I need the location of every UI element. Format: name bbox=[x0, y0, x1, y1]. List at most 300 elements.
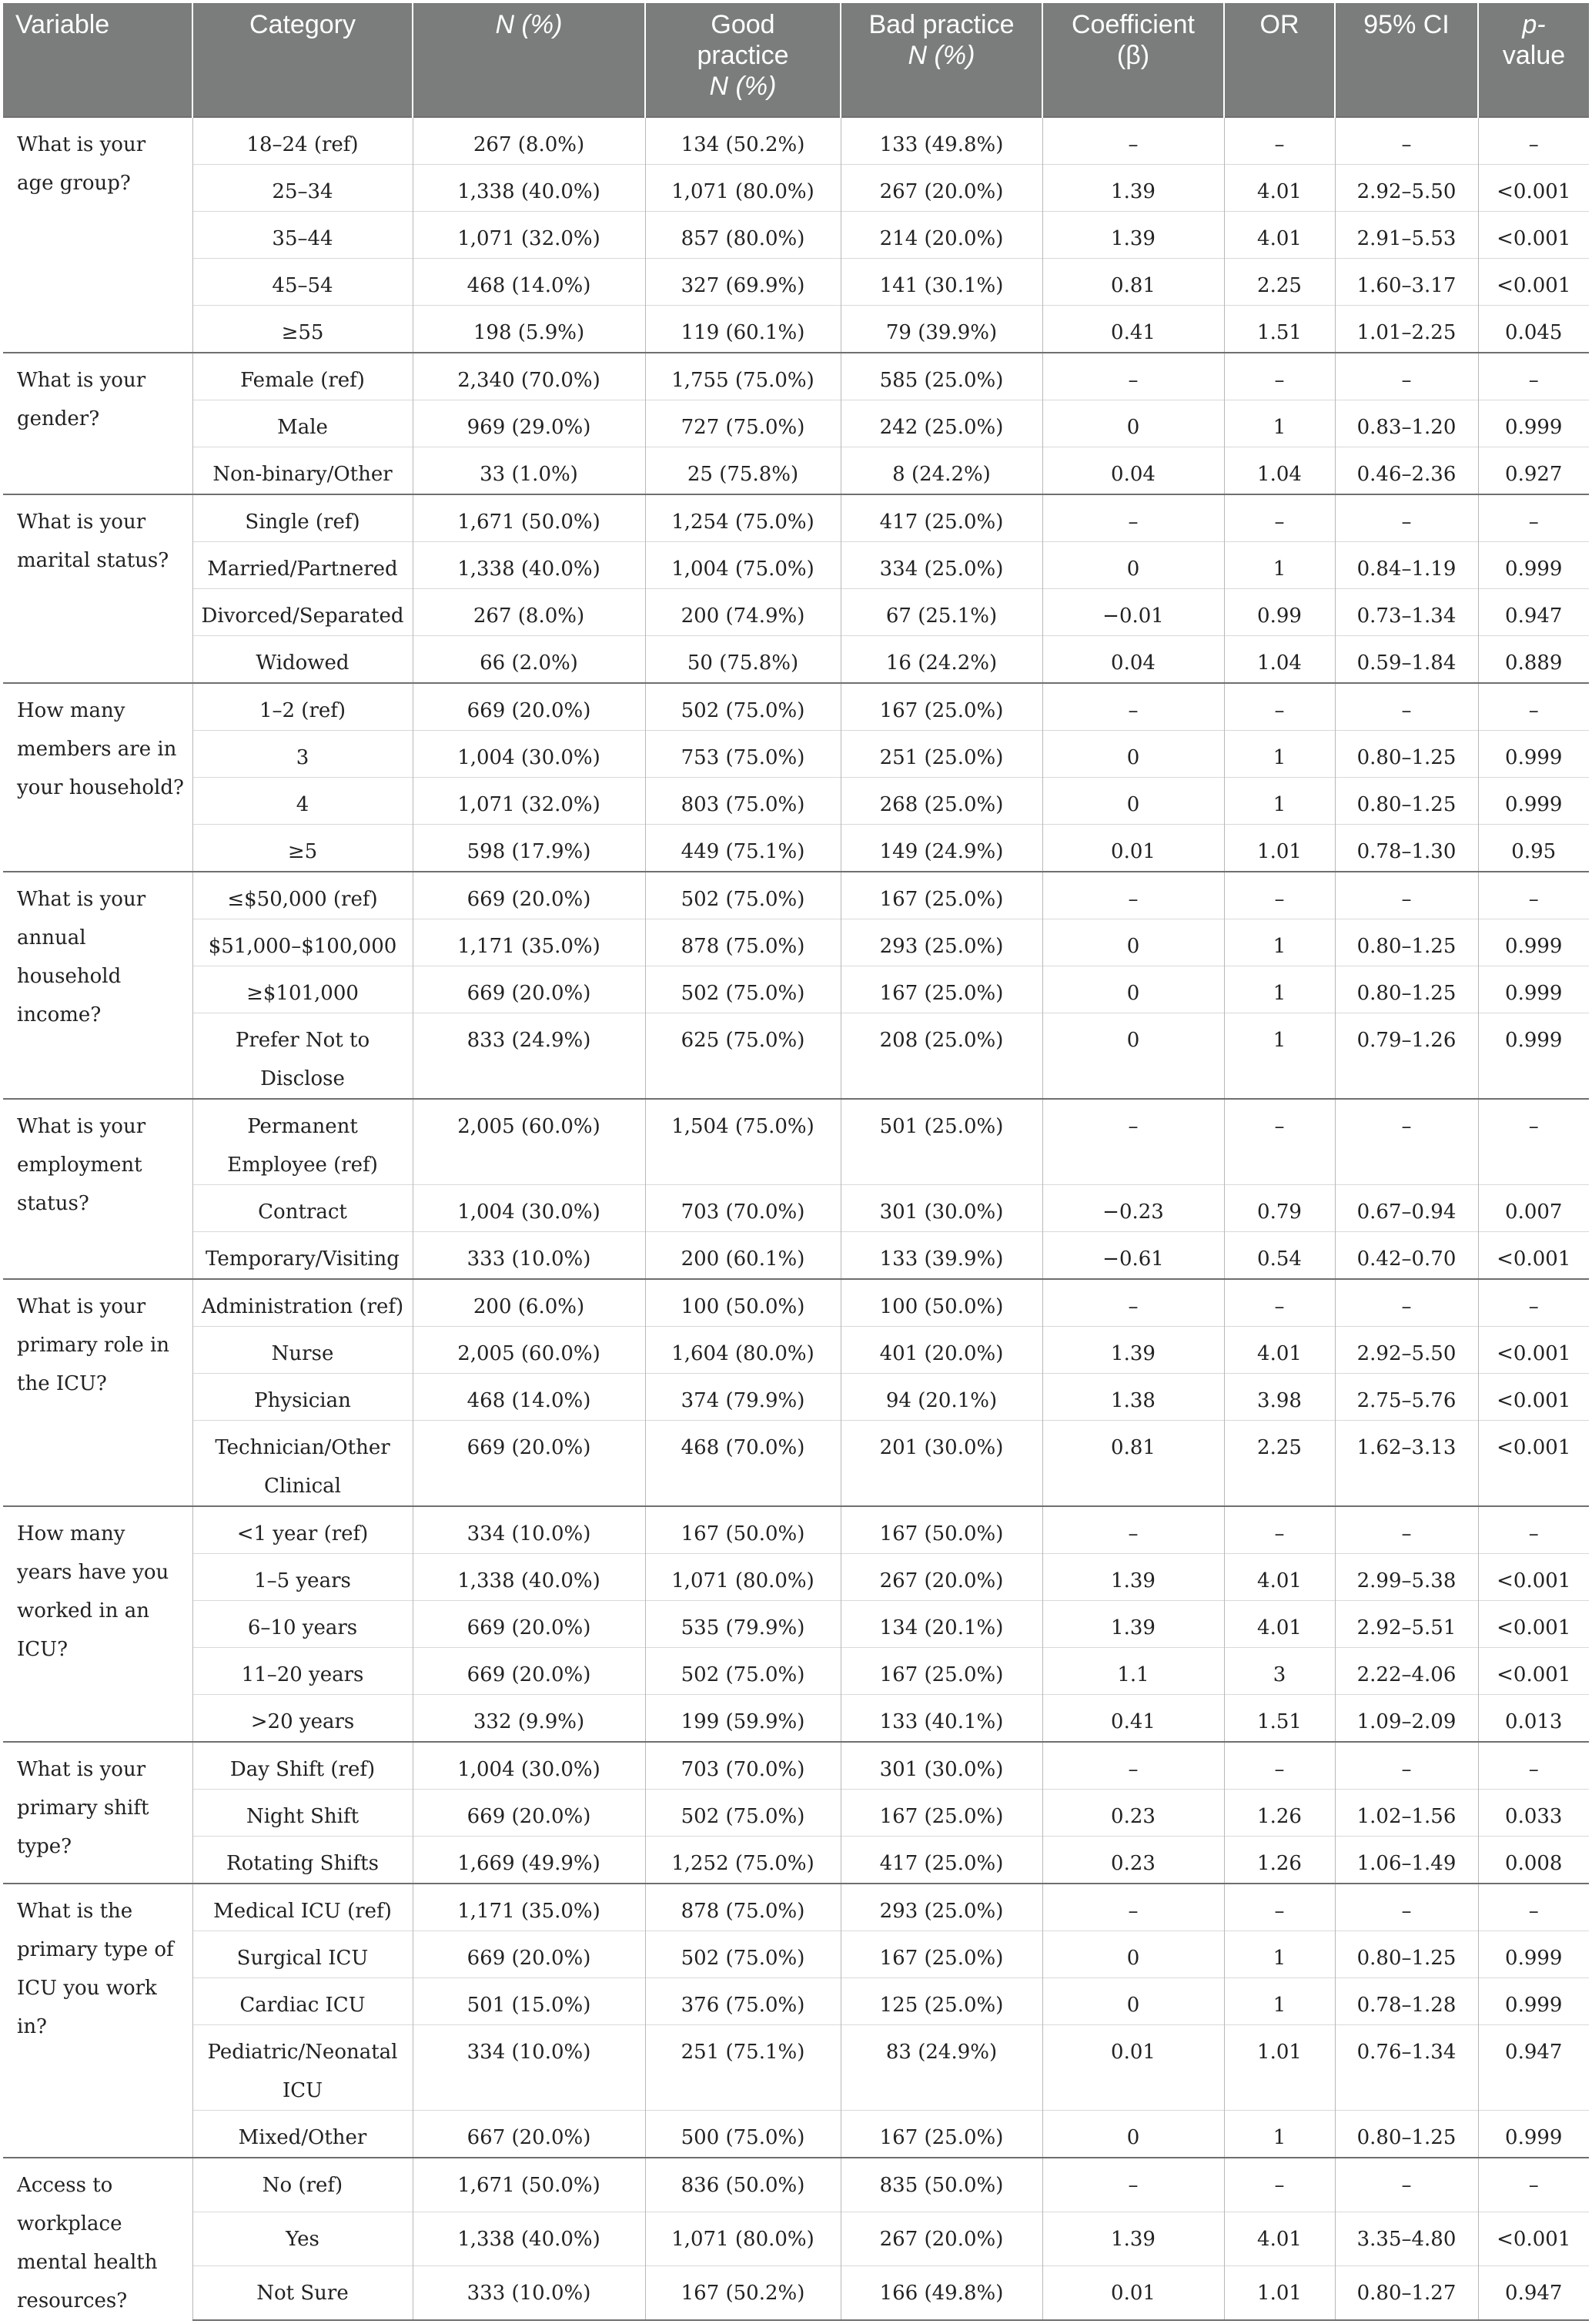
p-value-cell: – bbox=[1478, 872, 1589, 919]
category-cell: Surgical ICU bbox=[192, 1931, 413, 1978]
p-value-cell: <0.001 bbox=[1478, 1554, 1589, 1601]
good-practice-cell: 134 (50.2%) bbox=[645, 117, 841, 165]
good-practice-cell: 502 (75.0%) bbox=[645, 966, 841, 1013]
p-value-cell: 0.999 bbox=[1478, 1978, 1589, 2025]
odds-ratio-cell: 1.04 bbox=[1224, 636, 1335, 684]
bad-practice-cell: 167 (25.0%) bbox=[841, 1790, 1042, 1837]
table-row bbox=[3, 731, 1589, 778]
n-pct-cell: 33 (1.0%) bbox=[413, 447, 645, 495]
p-value-cell: <0.001 bbox=[1478, 1327, 1589, 1374]
n-pct-cell: 669 (20.0%) bbox=[413, 1931, 645, 1978]
n-pct-cell: 669 (20.0%) bbox=[413, 683, 645, 731]
p-value-cell: 0.999 bbox=[1478, 542, 1589, 589]
confidence-interval-cell: 1.09–2.09 bbox=[1335, 1695, 1478, 1743]
p-value-cell: 0.007 bbox=[1478, 1185, 1589, 1232]
header-or: OR bbox=[1224, 3, 1335, 117]
coefficient-cell: 0.04 bbox=[1042, 447, 1224, 495]
coefficient-cell: 0 bbox=[1042, 1978, 1224, 2025]
variable-label: How many members are in your household? bbox=[3, 683, 192, 872]
p-value-cell: – bbox=[1478, 1279, 1589, 1327]
table-row bbox=[3, 1506, 1589, 1554]
p-value-cell: 0.999 bbox=[1478, 731, 1589, 778]
confidence-interval-cell: 2.92–5.50 bbox=[1335, 165, 1478, 212]
odds-ratio-cell: 2.25 bbox=[1224, 259, 1335, 306]
table-body bbox=[3, 117, 1589, 2320]
good-practice-cell: 1,604 (80.0%) bbox=[645, 1327, 841, 1374]
confidence-interval-cell: 0.73–1.34 bbox=[1335, 589, 1478, 636]
n-pct-cell: 833 (24.9%) bbox=[413, 1013, 645, 1100]
p-value-cell: 0.999 bbox=[1478, 400, 1589, 447]
bad-practice-cell: 501 (25.0%) bbox=[841, 1099, 1042, 1185]
confidence-interval-cell: – bbox=[1335, 1279, 1478, 1327]
good-practice-cell: 167 (50.0%) bbox=[645, 1506, 841, 1554]
p-value-cell: <0.001 bbox=[1478, 1421, 1589, 1507]
n-pct-cell: 1,004 (30.0%) bbox=[413, 1742, 645, 1790]
table-row bbox=[3, 494, 1589, 542]
p-value-cell: 0.947 bbox=[1478, 589, 1589, 636]
odds-ratio-cell: 2.25 bbox=[1224, 1421, 1335, 1507]
variable-label: What is your employment status? bbox=[3, 1099, 192, 1279]
coefficient-cell: – bbox=[1042, 872, 1224, 919]
p-value-cell: <0.001 bbox=[1478, 2212, 1589, 2266]
header-good-practice: Good practice N (%) bbox=[645, 3, 841, 117]
odds-ratio-cell: 1.26 bbox=[1224, 1837, 1335, 1884]
coefficient-cell: 1.39 bbox=[1042, 1327, 1224, 1374]
table-row bbox=[3, 1327, 1589, 1374]
confidence-interval-cell: 0.80–1.25 bbox=[1335, 731, 1478, 778]
good-practice-cell: 1,071 (80.0%) bbox=[645, 2212, 841, 2266]
confidence-interval-cell: 0.76–1.34 bbox=[1335, 2025, 1478, 2111]
coefficient-cell: – bbox=[1042, 353, 1224, 400]
table-row bbox=[3, 683, 1589, 731]
table-row bbox=[3, 2212, 1589, 2266]
category-cell: ≤$50,000 (ref) bbox=[192, 872, 413, 919]
p-value-cell: 0.999 bbox=[1478, 966, 1589, 1013]
good-practice-cell: 753 (75.0%) bbox=[645, 731, 841, 778]
category-cell: Non-binary/Other bbox=[192, 447, 413, 495]
category-cell: Permanent Employee (ref) bbox=[192, 1099, 413, 1185]
odds-ratio-cell: – bbox=[1224, 1506, 1335, 1554]
confidence-interval-cell: 1.62–3.13 bbox=[1335, 1421, 1478, 1507]
category-cell: $51,000–$100,000 bbox=[192, 919, 413, 966]
table-row bbox=[3, 589, 1589, 636]
p-value-cell: 0.008 bbox=[1478, 1837, 1589, 1884]
table-row bbox=[3, 1648, 1589, 1695]
table-row bbox=[3, 825, 1589, 872]
odds-ratio-cell: – bbox=[1224, 1279, 1335, 1327]
good-practice-cell: 803 (75.0%) bbox=[645, 778, 841, 825]
variable-label: What is your primary role in the ICU? bbox=[3, 1279, 192, 1506]
n-pct-cell: 1,338 (40.0%) bbox=[413, 165, 645, 212]
table-row bbox=[3, 117, 1589, 165]
confidence-interval-cell: 0.80–1.25 bbox=[1335, 2111, 1478, 2158]
table-row bbox=[3, 1931, 1589, 1978]
odds-ratio-cell: 0.54 bbox=[1224, 1232, 1335, 1280]
bad-practice-cell: 267 (20.0%) bbox=[841, 2212, 1042, 2266]
category-cell: 25–34 bbox=[192, 165, 413, 212]
table-row bbox=[3, 1099, 1589, 1185]
confidence-interval-cell: 0.83–1.20 bbox=[1335, 400, 1478, 447]
category-cell: No (ref) bbox=[192, 2158, 413, 2212]
odds-ratio-cell: – bbox=[1224, 683, 1335, 731]
category-cell: Night Shift bbox=[192, 1790, 413, 1837]
bad-practice-cell: 94 (20.1%) bbox=[841, 1374, 1042, 1421]
category-cell: ≥5 bbox=[192, 825, 413, 872]
confidence-interval-cell: 2.92–5.51 bbox=[1335, 1601, 1478, 1648]
good-practice-cell: 468 (70.0%) bbox=[645, 1421, 841, 1507]
p-value-cell: <0.001 bbox=[1478, 1232, 1589, 1280]
bad-practice-cell: 401 (20.0%) bbox=[841, 1327, 1042, 1374]
good-practice-cell: 251 (75.1%) bbox=[645, 2025, 841, 2111]
table-row bbox=[3, 1884, 1589, 1931]
bad-practice-cell: 417 (25.0%) bbox=[841, 494, 1042, 542]
odds-ratio-cell: 1.01 bbox=[1224, 2265, 1335, 2320]
good-practice-cell: 100 (50.0%) bbox=[645, 1279, 841, 1327]
coefficient-cell: 1.39 bbox=[1042, 1554, 1224, 1601]
bad-practice-cell: 293 (25.0%) bbox=[841, 1884, 1042, 1931]
good-practice-cell: 1,254 (75.0%) bbox=[645, 494, 841, 542]
confidence-interval-cell: – bbox=[1335, 683, 1478, 731]
confidence-interval-cell: 2.91–5.53 bbox=[1335, 212, 1478, 259]
bad-practice-cell: 267 (20.0%) bbox=[841, 165, 1042, 212]
odds-ratio-cell: 3 bbox=[1224, 1648, 1335, 1695]
n-pct-cell: 1,669 (49.9%) bbox=[413, 1837, 645, 1884]
n-pct-cell: 669 (20.0%) bbox=[413, 1648, 645, 1695]
p-value-cell: <0.001 bbox=[1478, 212, 1589, 259]
good-practice-cell: 703 (70.0%) bbox=[645, 1742, 841, 1790]
good-practice-cell: 25 (75.8%) bbox=[645, 447, 841, 495]
confidence-interval-cell: 0.79–1.26 bbox=[1335, 1013, 1478, 1100]
category-cell: Day Shift (ref) bbox=[192, 1742, 413, 1790]
variable-label: What is your gender? bbox=[3, 353, 192, 494]
n-pct-cell: 200 (6.0%) bbox=[413, 1279, 645, 1327]
category-cell: <1 year (ref) bbox=[192, 1506, 413, 1554]
table-row bbox=[3, 165, 1589, 212]
p-value-cell: 0.999 bbox=[1478, 778, 1589, 825]
good-practice-cell: 857 (80.0%) bbox=[645, 212, 841, 259]
odds-ratio-cell: 1 bbox=[1224, 919, 1335, 966]
odds-ratio-cell: 1 bbox=[1224, 542, 1335, 589]
good-practice-cell: 625 (75.0%) bbox=[645, 1013, 841, 1100]
bad-practice-cell: 167 (25.0%) bbox=[841, 872, 1042, 919]
coefficient-cell: – bbox=[1042, 1884, 1224, 1931]
good-practice-cell: 500 (75.0%) bbox=[645, 2111, 841, 2158]
table-row bbox=[3, 1790, 1589, 1837]
p-value-cell: – bbox=[1478, 1742, 1589, 1790]
bad-practice-cell: 167 (25.0%) bbox=[841, 1931, 1042, 1978]
category-cell: 1–5 years bbox=[192, 1554, 413, 1601]
good-practice-cell: 836 (50.0%) bbox=[645, 2158, 841, 2212]
good-practice-cell: 1,071 (80.0%) bbox=[645, 1554, 841, 1601]
table-row bbox=[3, 1601, 1589, 1648]
coefficient-cell: −0.23 bbox=[1042, 1185, 1224, 1232]
good-practice-cell: 449 (75.1%) bbox=[645, 825, 841, 872]
good-practice-cell: 376 (75.0%) bbox=[645, 1978, 841, 2025]
good-practice-cell: 535 (79.9%) bbox=[645, 1601, 841, 1648]
p-value-cell: 0.045 bbox=[1478, 306, 1589, 353]
n-pct-cell: 66 (2.0%) bbox=[413, 636, 645, 684]
n-pct-cell: 198 (5.9%) bbox=[413, 306, 645, 353]
category-cell: Contract bbox=[192, 1185, 413, 1232]
category-cell: 1–2 (ref) bbox=[192, 683, 413, 731]
confidence-interval-cell: – bbox=[1335, 1506, 1478, 1554]
n-pct-cell: 1,671 (50.0%) bbox=[413, 2158, 645, 2212]
bad-practice-cell: 8 (24.2%) bbox=[841, 447, 1042, 495]
confidence-interval-cell: 0.46–2.36 bbox=[1335, 447, 1478, 495]
odds-ratio-cell: – bbox=[1224, 1099, 1335, 1185]
bad-practice-cell: 301 (30.0%) bbox=[841, 1742, 1042, 1790]
p-value-cell: 0.033 bbox=[1478, 1790, 1589, 1837]
coefficient-cell: 0 bbox=[1042, 731, 1224, 778]
table-row bbox=[3, 778, 1589, 825]
odds-ratio-cell: 4.01 bbox=[1224, 1601, 1335, 1648]
odds-ratio-cell: 1 bbox=[1224, 778, 1335, 825]
category-cell: ≥$101,000 bbox=[192, 966, 413, 1013]
table-row bbox=[3, 872, 1589, 919]
coefficient-cell: 0.23 bbox=[1042, 1790, 1224, 1837]
p-value-cell: 0.999 bbox=[1478, 2111, 1589, 2158]
table-row bbox=[3, 1232, 1589, 1280]
good-practice-cell: 502 (75.0%) bbox=[645, 1931, 841, 1978]
coefficient-cell: 0.81 bbox=[1042, 259, 1224, 306]
good-practice-cell: 502 (75.0%) bbox=[645, 683, 841, 731]
odds-ratio-cell: 1 bbox=[1224, 2111, 1335, 2158]
category-cell: Single (ref) bbox=[192, 494, 413, 542]
good-practice-cell: 1,004 (75.0%) bbox=[645, 542, 841, 589]
p-value-cell: 0.95 bbox=[1478, 825, 1589, 872]
table-row bbox=[3, 400, 1589, 447]
p-value-cell: – bbox=[1478, 117, 1589, 165]
category-cell: Nurse bbox=[192, 1327, 413, 1374]
table-row bbox=[3, 1279, 1589, 1327]
category-cell: Administration (ref) bbox=[192, 1279, 413, 1327]
bad-practice-cell: 251 (25.0%) bbox=[841, 731, 1042, 778]
odds-ratio-cell: 1 bbox=[1224, 1931, 1335, 1978]
table-row bbox=[3, 1695, 1589, 1743]
bad-practice-cell: 133 (49.8%) bbox=[841, 117, 1042, 165]
regression-table bbox=[3, 3, 1589, 2321]
good-practice-cell: 167 (50.2%) bbox=[645, 2265, 841, 2320]
p-value-cell: – bbox=[1478, 1506, 1589, 1554]
good-practice-cell: 119 (60.1%) bbox=[645, 306, 841, 353]
confidence-interval-cell: 0.84–1.19 bbox=[1335, 542, 1478, 589]
n-pct-cell: 334 (10.0%) bbox=[413, 1506, 645, 1554]
n-pct-cell: 1,071 (32.0%) bbox=[413, 778, 645, 825]
category-cell: ≥55 bbox=[192, 306, 413, 353]
odds-ratio-cell: 4.01 bbox=[1224, 212, 1335, 259]
p-value-cell: <0.001 bbox=[1478, 165, 1589, 212]
n-pct-cell: 1,071 (32.0%) bbox=[413, 212, 645, 259]
confidence-interval-cell: 0.80–1.27 bbox=[1335, 2265, 1478, 2320]
coefficient-cell: 0 bbox=[1042, 400, 1224, 447]
confidence-interval-cell: – bbox=[1335, 1742, 1478, 1790]
n-pct-cell: 1,004 (30.0%) bbox=[413, 731, 645, 778]
bad-practice-cell: 208 (25.0%) bbox=[841, 1013, 1042, 1100]
category-cell: Pediatric/Neonatal ICU bbox=[192, 2025, 413, 2111]
variable-label: What is your age group? bbox=[3, 117, 192, 353]
bad-practice-cell: 835 (50.0%) bbox=[841, 2158, 1042, 2212]
odds-ratio-cell: 1.04 bbox=[1224, 447, 1335, 495]
n-pct-cell: 669 (20.0%) bbox=[413, 1421, 645, 1507]
table-row bbox=[3, 542, 1589, 589]
coefficient-cell: – bbox=[1042, 1506, 1224, 1554]
bad-practice-cell: 166 (49.8%) bbox=[841, 2265, 1042, 2320]
odds-ratio-cell: 1 bbox=[1224, 400, 1335, 447]
category-cell: Widowed bbox=[192, 636, 413, 684]
bad-practice-cell: 267 (20.0%) bbox=[841, 1554, 1042, 1601]
coefficient-cell: 0.04 bbox=[1042, 636, 1224, 684]
header-category: Category bbox=[192, 3, 413, 117]
n-pct-cell: 501 (15.0%) bbox=[413, 1978, 645, 2025]
odds-ratio-cell: 1.01 bbox=[1224, 2025, 1335, 2111]
confidence-interval-cell: 1.02–1.56 bbox=[1335, 1790, 1478, 1837]
bad-practice-cell: 201 (30.0%) bbox=[841, 1421, 1042, 1507]
bad-practice-cell: 301 (30.0%) bbox=[841, 1185, 1042, 1232]
variable-label: Access to workplace mental health resources? bbox=[3, 2158, 192, 2320]
category-cell: Male bbox=[192, 400, 413, 447]
odds-ratio-cell: 1 bbox=[1224, 1978, 1335, 2025]
bad-practice-cell: 149 (24.9%) bbox=[841, 825, 1042, 872]
odds-ratio-cell: 1.51 bbox=[1224, 1695, 1335, 1743]
odds-ratio-cell: 0.99 bbox=[1224, 589, 1335, 636]
confidence-interval-cell: 2.92–5.50 bbox=[1335, 1327, 1478, 1374]
table-row bbox=[3, 2025, 1589, 2111]
n-pct-cell: 669 (20.0%) bbox=[413, 1601, 645, 1648]
bad-practice-cell: 67 (25.1%) bbox=[841, 589, 1042, 636]
table-row bbox=[3, 1837, 1589, 1884]
coefficient-cell: 0.41 bbox=[1042, 306, 1224, 353]
bad-practice-cell: 167 (50.0%) bbox=[841, 1506, 1042, 1554]
bad-practice-cell: 293 (25.0%) bbox=[841, 919, 1042, 966]
table-row bbox=[3, 259, 1589, 306]
coefficient-cell: 1.39 bbox=[1042, 2212, 1224, 2266]
p-value-cell: – bbox=[1478, 494, 1589, 542]
p-value-cell: <0.001 bbox=[1478, 259, 1589, 306]
odds-ratio-cell: 4.01 bbox=[1224, 165, 1335, 212]
n-pct-cell: 667 (20.0%) bbox=[413, 2111, 645, 2158]
odds-ratio-cell: 3.98 bbox=[1224, 1374, 1335, 1421]
good-practice-cell: 1,755 (75.0%) bbox=[645, 353, 841, 400]
category-cell: 3 bbox=[192, 731, 413, 778]
coefficient-cell: 0 bbox=[1042, 919, 1224, 966]
coefficient-cell: 0 bbox=[1042, 966, 1224, 1013]
confidence-interval-cell: 2.22–4.06 bbox=[1335, 1648, 1478, 1695]
coefficient-cell: 0 bbox=[1042, 2111, 1224, 2158]
odds-ratio-cell: – bbox=[1224, 1742, 1335, 1790]
variable-label: What is your marital status? bbox=[3, 494, 192, 683]
bad-practice-cell: 167 (25.0%) bbox=[841, 2111, 1042, 2158]
table-row bbox=[3, 1013, 1589, 1100]
header-bad-practice: Bad practice N (%) bbox=[841, 3, 1042, 117]
bad-practice-cell: 16 (24.2%) bbox=[841, 636, 1042, 684]
p-value-cell: – bbox=[1478, 1099, 1589, 1185]
confidence-interval-cell: – bbox=[1335, 117, 1478, 165]
bad-practice-cell: 125 (25.0%) bbox=[841, 1978, 1042, 2025]
p-value-cell: <0.001 bbox=[1478, 1648, 1589, 1695]
header-variable: Variable bbox=[3, 3, 192, 117]
n-pct-cell: 267 (8.0%) bbox=[413, 117, 645, 165]
category-cell: 35–44 bbox=[192, 212, 413, 259]
odds-ratio-cell: – bbox=[1224, 872, 1335, 919]
confidence-interval-cell: 0.80–1.25 bbox=[1335, 966, 1478, 1013]
coefficient-cell: 0.23 bbox=[1042, 1837, 1224, 1884]
n-pct-cell: 2,340 (70.0%) bbox=[413, 353, 645, 400]
n-pct-cell: 598 (17.9%) bbox=[413, 825, 645, 872]
category-cell: Temporary/Visiting bbox=[192, 1232, 413, 1280]
n-pct-cell: 2,005 (60.0%) bbox=[413, 1327, 645, 1374]
coefficient-cell: – bbox=[1042, 2158, 1224, 2212]
odds-ratio-cell: 1.26 bbox=[1224, 1790, 1335, 1837]
coefficient-cell: – bbox=[1042, 117, 1224, 165]
confidence-interval-cell: – bbox=[1335, 2158, 1478, 2212]
coefficient-cell: 0.41 bbox=[1042, 1695, 1224, 1743]
header-row bbox=[3, 3, 1589, 117]
bad-practice-cell: 79 (39.9%) bbox=[841, 306, 1042, 353]
header-n-pct: N (%) bbox=[413, 3, 645, 117]
confidence-interval-cell: 0.80–1.25 bbox=[1335, 919, 1478, 966]
bad-practice-cell: 133 (39.9%) bbox=[841, 1232, 1042, 1280]
p-value-cell: 0.889 bbox=[1478, 636, 1589, 684]
odds-ratio-cell: – bbox=[1224, 2158, 1335, 2212]
good-practice-cell: 502 (75.0%) bbox=[645, 1648, 841, 1695]
odds-ratio-cell: – bbox=[1224, 1884, 1335, 1931]
odds-ratio-cell: 1.01 bbox=[1224, 825, 1335, 872]
odds-ratio-cell: – bbox=[1224, 353, 1335, 400]
table-row bbox=[3, 2265, 1589, 2320]
n-pct-cell: 1,338 (40.0%) bbox=[413, 542, 645, 589]
category-cell: Female (ref) bbox=[192, 353, 413, 400]
category-cell: 4 bbox=[192, 778, 413, 825]
confidence-interval-cell: – bbox=[1335, 353, 1478, 400]
coefficient-cell: – bbox=[1042, 1279, 1224, 1327]
confidence-interval-cell: 0.80–1.25 bbox=[1335, 778, 1478, 825]
header-p-value: p- value bbox=[1478, 3, 1589, 117]
bad-practice-cell: 268 (25.0%) bbox=[841, 778, 1042, 825]
coefficient-cell: 0.01 bbox=[1042, 2265, 1224, 2320]
odds-ratio-cell: – bbox=[1224, 117, 1335, 165]
n-pct-cell: 669 (20.0%) bbox=[413, 1790, 645, 1837]
p-value-cell: 0.999 bbox=[1478, 1013, 1589, 1100]
table-row bbox=[3, 2111, 1589, 2158]
good-practice-cell: 878 (75.0%) bbox=[645, 1884, 841, 1931]
n-pct-cell: 1,171 (35.0%) bbox=[413, 919, 645, 966]
coefficient-cell: 0.01 bbox=[1042, 2025, 1224, 2111]
coefficient-cell: 0 bbox=[1042, 1931, 1224, 1978]
category-cell: 18–24 (ref) bbox=[192, 117, 413, 165]
table-row bbox=[3, 636, 1589, 684]
bad-practice-cell: 334 (25.0%) bbox=[841, 542, 1042, 589]
coefficient-cell: 1.38 bbox=[1042, 1374, 1224, 1421]
coefficient-cell: – bbox=[1042, 1742, 1224, 1790]
good-practice-cell: 50 (75.8%) bbox=[645, 636, 841, 684]
p-value-cell: 0.013 bbox=[1478, 1695, 1589, 1743]
odds-ratio-cell: 1 bbox=[1224, 966, 1335, 1013]
p-value-cell: 0.947 bbox=[1478, 2265, 1589, 2320]
n-pct-cell: 1,338 (40.0%) bbox=[413, 2212, 645, 2266]
coefficient-cell: 1.39 bbox=[1042, 165, 1224, 212]
good-practice-cell: 878 (75.0%) bbox=[645, 919, 841, 966]
variable-label: What is your primary shift type? bbox=[3, 1742, 192, 1884]
n-pct-cell: 669 (20.0%) bbox=[413, 966, 645, 1013]
category-cell: Medical ICU (ref) bbox=[192, 1884, 413, 1931]
coefficient-cell: 0 bbox=[1042, 542, 1224, 589]
p-value-cell: 0.947 bbox=[1478, 2025, 1589, 2111]
bad-practice-cell: 242 (25.0%) bbox=[841, 400, 1042, 447]
n-pct-cell: 1,004 (30.0%) bbox=[413, 1185, 645, 1232]
confidence-interval-cell: 0.80–1.25 bbox=[1335, 1931, 1478, 1978]
p-value-cell: – bbox=[1478, 683, 1589, 731]
table-row bbox=[3, 966, 1589, 1013]
